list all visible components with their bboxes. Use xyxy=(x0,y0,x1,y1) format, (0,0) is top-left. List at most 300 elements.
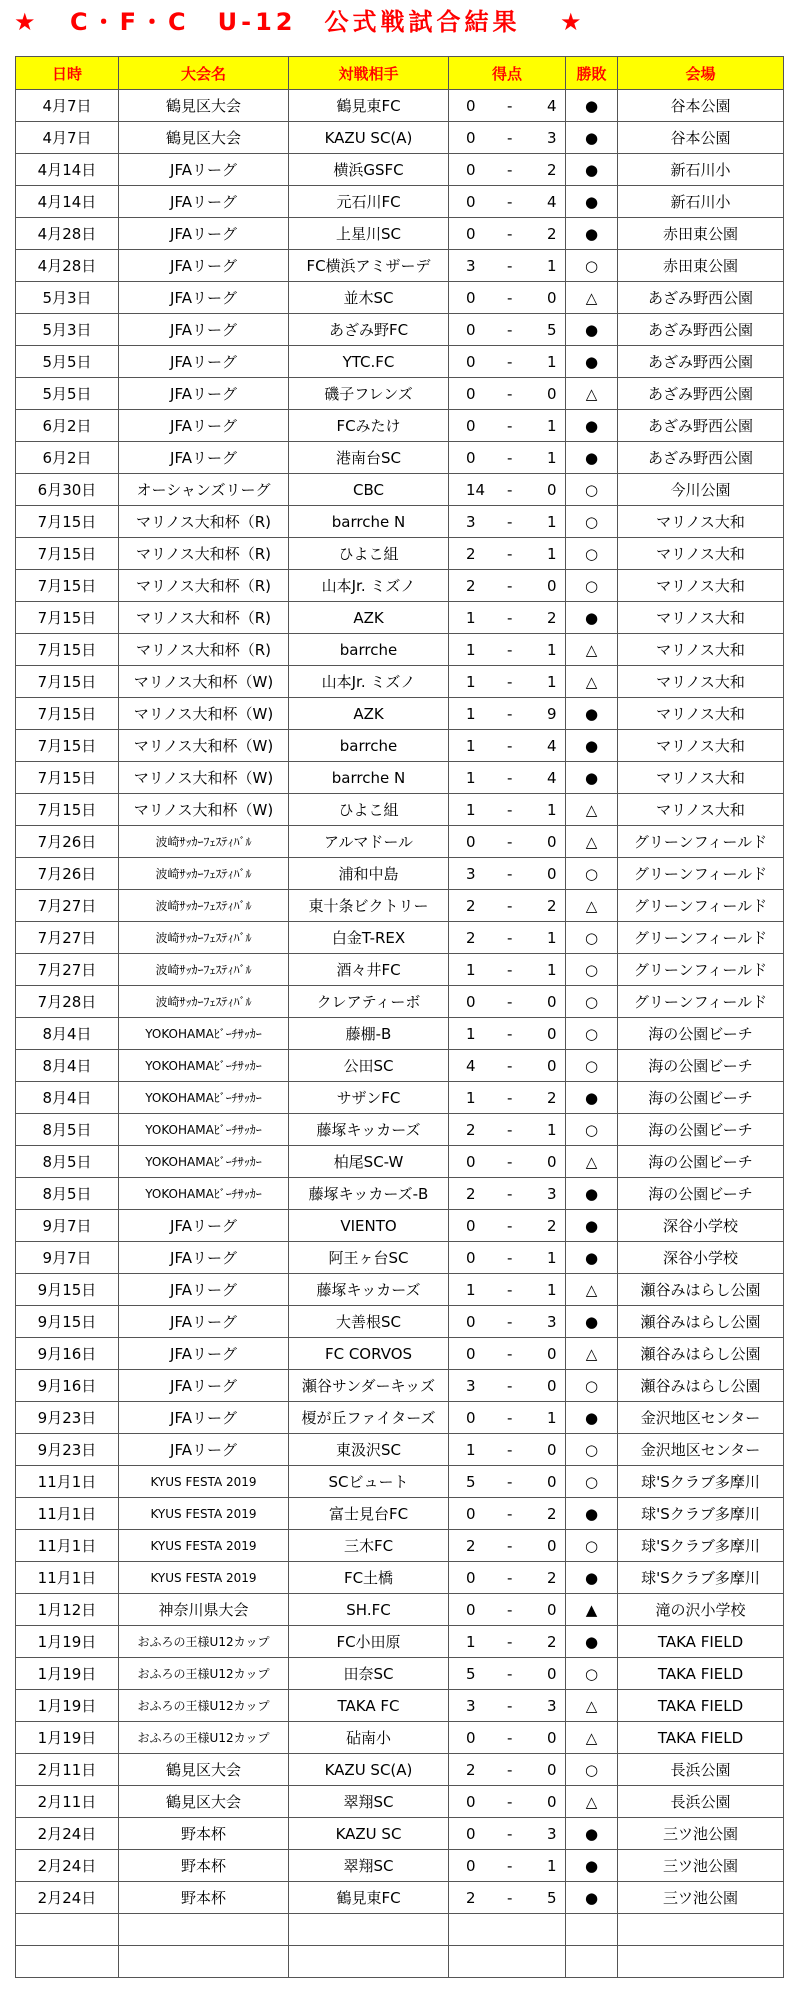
date-cell: 5月5日 xyxy=(16,346,119,378)
venue-cell: 球'Sクラブ多摩川 xyxy=(618,1498,784,1530)
opponent-cell: 翠翔SC xyxy=(289,1850,449,1882)
date-cell: 5月5日 xyxy=(16,378,119,410)
score-cell xyxy=(449,282,566,314)
score-cell xyxy=(449,378,566,410)
away-score: 2 xyxy=(547,1568,557,1587)
away-score: 1 xyxy=(547,352,557,371)
venue-cell: 今川公園 xyxy=(618,474,784,506)
venue-cell: 長浜公園 xyxy=(618,1754,784,1786)
away-score: 0 xyxy=(547,1056,557,1075)
venue-cell: マリノス大和 xyxy=(618,634,784,666)
result-mark: ○ xyxy=(566,506,618,538)
score-dash: - xyxy=(507,1312,513,1331)
result-mark: △ xyxy=(566,1690,618,1722)
venue-cell: グリーンフィールド xyxy=(618,922,784,954)
tournament-cell: 野本杯 xyxy=(119,1850,289,1882)
venue-cell: 新石川小 xyxy=(618,154,784,186)
tournament-cell: JFAリーグ xyxy=(119,314,289,346)
date-cell: 8月4日 xyxy=(16,1050,119,1082)
score-dash: - xyxy=(507,224,513,243)
home-score: 0 xyxy=(466,1312,476,1331)
table-row xyxy=(16,506,784,538)
away-score: 0 xyxy=(547,480,557,499)
opponent-cell: サザンFC xyxy=(289,1082,449,1114)
score-dash: - xyxy=(507,1696,513,1715)
date-cell: 7月15日 xyxy=(16,506,119,538)
table-row xyxy=(16,1338,784,1370)
tournament-cell: マリノス大和杯（R) xyxy=(119,634,289,666)
date-cell: 2月24日 xyxy=(16,1850,119,1882)
away-score: 3 xyxy=(547,1696,557,1715)
date-cell: 2月11日 xyxy=(16,1786,119,1818)
home-score: 1 xyxy=(466,768,476,787)
home-score: 1 xyxy=(466,704,476,723)
table-row xyxy=(16,186,784,218)
result-mark: △ xyxy=(566,826,618,858)
date-cell: 9月23日 xyxy=(16,1434,119,1466)
venue-cell: あざみ野西公園 xyxy=(618,442,784,474)
score-cell xyxy=(449,506,566,538)
venue-cell: 新石川小 xyxy=(618,186,784,218)
score-cell xyxy=(449,634,566,666)
table-row xyxy=(16,346,784,378)
date-cell: 11月1日 xyxy=(16,1530,119,1562)
score-cell xyxy=(449,1498,566,1530)
home-score: 2 xyxy=(466,1760,476,1779)
venue-cell: 球'Sクラブ多摩川 xyxy=(618,1562,784,1594)
home-score: 3 xyxy=(466,1696,476,1715)
tournament-cell: YOKOHAMAﾋﾞｰﾁｻｯｶｰ xyxy=(119,1114,289,1146)
tournament-cell: JFAリーグ xyxy=(119,1338,289,1370)
home-score: 0 xyxy=(466,448,476,467)
opponent-cell: 酒々井FC xyxy=(289,954,449,986)
score-cell xyxy=(449,1754,566,1786)
date-cell: 4月28日 xyxy=(16,218,119,250)
score-dash: - xyxy=(507,1056,513,1075)
opponent-cell: 山本Jr. ミズノ xyxy=(289,570,449,602)
away-score: 1 xyxy=(547,1856,557,1875)
venue-cell: 海の公園ビーチ xyxy=(618,1114,784,1146)
table-row xyxy=(16,1850,784,1882)
home-score: 2 xyxy=(466,928,476,947)
date-cell: 4月7日 xyxy=(16,90,119,122)
table-row xyxy=(16,122,784,154)
result-mark: ● xyxy=(566,90,618,122)
opponent-cell: 田奈SC xyxy=(289,1658,449,1690)
table-row xyxy=(16,1178,784,1210)
opponent-cell: 富士見台FC xyxy=(289,1498,449,1530)
venue-cell: 三ツ池公園 xyxy=(618,1818,784,1850)
venue-cell: あざみ野西公園 xyxy=(618,282,784,314)
score-dash: - xyxy=(507,896,513,915)
opponent-cell: ひよこ組 xyxy=(289,794,449,826)
table-row xyxy=(16,1754,784,1786)
tournament-cell: JFAリーグ xyxy=(119,410,289,442)
away-score: 0 xyxy=(547,1792,557,1811)
home-score: 1 xyxy=(466,1280,476,1299)
score-cell xyxy=(449,1402,566,1434)
score-dash: - xyxy=(507,288,513,307)
table-row xyxy=(16,1306,784,1338)
result-mark: ● xyxy=(566,698,618,730)
venue-cell: マリノス大和 xyxy=(618,602,784,634)
score-dash: - xyxy=(507,1888,513,1907)
score-dash: - xyxy=(507,928,513,947)
date-cell: 4月14日 xyxy=(16,186,119,218)
score-dash: - xyxy=(507,1184,513,1203)
score-dash: - xyxy=(507,1408,513,1427)
venue-cell: TAKA FIELD xyxy=(618,1658,784,1690)
away-score: 1 xyxy=(547,1280,557,1299)
tournament-cell: マリノス大和杯（W) xyxy=(119,794,289,826)
away-score: 0 xyxy=(547,1728,557,1747)
score-cell xyxy=(449,1210,566,1242)
away-score: 0 xyxy=(547,864,557,883)
result-mark: ○ xyxy=(566,1114,618,1146)
opponent-cell: 瀬谷サンダーキッズ xyxy=(289,1370,449,1402)
score-dash: - xyxy=(507,736,513,755)
empty-cell xyxy=(618,1914,784,1946)
header-opponent: 対戦相手 xyxy=(289,57,449,90)
away-score: 2 xyxy=(547,224,557,243)
date-cell: 7月15日 xyxy=(16,794,119,826)
result-mark: ○ xyxy=(566,538,618,570)
away-score: 0 xyxy=(547,1344,557,1363)
tournament-cell: 波崎ｻｯｶｰﾌｪｽﾃｨﾊﾞﾙ xyxy=(119,890,289,922)
result-mark: △ xyxy=(566,634,618,666)
score-cell xyxy=(449,1722,566,1754)
tournament-cell: JFAリーグ xyxy=(119,154,289,186)
date-cell: 1月19日 xyxy=(16,1658,119,1690)
score-dash: - xyxy=(507,1600,513,1619)
venue-cell: あざみ野西公園 xyxy=(618,378,784,410)
date-cell: 7月27日 xyxy=(16,922,119,954)
date-cell: 4月7日 xyxy=(16,122,119,154)
venue-cell: 瀬谷みはらし公園 xyxy=(618,1338,784,1370)
score-dash: - xyxy=(507,320,513,339)
score-cell xyxy=(449,410,566,442)
home-score: 0 xyxy=(466,1568,476,1587)
away-score: 0 xyxy=(547,1664,557,1683)
result-mark: ○ xyxy=(566,1434,618,1466)
date-cell: 7月15日 xyxy=(16,634,119,666)
home-score: 0 xyxy=(466,1408,476,1427)
score-cell xyxy=(449,122,566,154)
tournament-cell: JFAリーグ xyxy=(119,1434,289,1466)
date-cell: 9月7日 xyxy=(16,1242,119,1274)
tournament-cell: YOKOHAMAﾋﾞｰﾁｻｯｶｰ xyxy=(119,1146,289,1178)
date-cell: 11月1日 xyxy=(16,1498,119,1530)
date-cell: 9月16日 xyxy=(16,1370,119,1402)
home-score: 1 xyxy=(466,640,476,659)
venue-cell: 海の公園ビーチ xyxy=(618,1178,784,1210)
table-row xyxy=(16,922,784,954)
score-dash: - xyxy=(507,608,513,627)
venue-cell: マリノス大和 xyxy=(618,570,784,602)
opponent-cell: 鶴見東FC xyxy=(289,90,449,122)
venue-cell: マリノス大和 xyxy=(618,506,784,538)
date-cell: 8月4日 xyxy=(16,1082,119,1114)
venue-cell: グリーンフィールド xyxy=(618,954,784,986)
score-cell xyxy=(449,826,566,858)
home-score: 1 xyxy=(466,1024,476,1043)
venue-cell: 瀬谷みはらし公園 xyxy=(618,1306,784,1338)
table-row xyxy=(16,314,784,346)
opponent-cell: FC CORVOS xyxy=(289,1338,449,1370)
date-cell: 9月15日 xyxy=(16,1306,119,1338)
tournament-cell: JFAリーグ xyxy=(119,218,289,250)
home-score: 0 xyxy=(466,1504,476,1523)
away-score: 5 xyxy=(547,1888,557,1907)
score-dash: - xyxy=(507,1248,513,1267)
tournament-cell: 波崎ｻｯｶｰﾌｪｽﾃｨﾊﾞﾙ xyxy=(119,922,289,954)
date-cell: 1月19日 xyxy=(16,1690,119,1722)
date-cell: 11月1日 xyxy=(16,1562,119,1594)
tournament-cell: JFAリーグ xyxy=(119,1242,289,1274)
away-score: 2 xyxy=(547,896,557,915)
score-cell xyxy=(449,570,566,602)
home-score: 0 xyxy=(466,288,476,307)
score-cell xyxy=(449,90,566,122)
venue-cell: 球'Sクラブ多摩川 xyxy=(618,1530,784,1562)
result-mark: ○ xyxy=(566,1370,618,1402)
score-dash: - xyxy=(507,384,513,403)
venue-cell: 谷本公園 xyxy=(618,122,784,154)
score-cell xyxy=(449,1626,566,1658)
score-dash: - xyxy=(507,480,513,499)
opponent-cell: 砧南小 xyxy=(289,1722,449,1754)
date-cell: 9月7日 xyxy=(16,1210,119,1242)
result-mark: △ xyxy=(566,1786,618,1818)
table-row xyxy=(16,250,784,282)
result-mark: ● xyxy=(566,1178,618,1210)
tournament-cell: マリノス大和杯（W) xyxy=(119,698,289,730)
venue-cell: 瀬谷みはらし公園 xyxy=(618,1274,784,1306)
tournament-cell: YOKOHAMAﾋﾞｰﾁｻｯｶｰ xyxy=(119,1178,289,1210)
away-score: 0 xyxy=(547,1376,557,1395)
header-venue: 会場 xyxy=(618,57,784,90)
home-score: 5 xyxy=(466,1472,476,1491)
score-dash: - xyxy=(507,448,513,467)
empty-cell xyxy=(566,1914,618,1946)
result-mark: △ xyxy=(566,666,618,698)
date-cell: 8月5日 xyxy=(16,1114,119,1146)
date-cell: 1月19日 xyxy=(16,1626,119,1658)
home-score: 1 xyxy=(466,960,476,979)
score-cell xyxy=(449,986,566,1018)
venue-cell: マリノス大和 xyxy=(618,730,784,762)
date-cell: 1月12日 xyxy=(16,1594,119,1626)
home-score: 0 xyxy=(466,416,476,435)
result-mark: ○ xyxy=(566,474,618,506)
home-score: 0 xyxy=(466,992,476,1011)
table-row xyxy=(16,1786,784,1818)
opponent-cell: アルマドール xyxy=(289,826,449,858)
home-score: 2 xyxy=(466,1888,476,1907)
table-row xyxy=(16,858,784,890)
table-row xyxy=(16,698,784,730)
empty-cell xyxy=(618,1946,784,1978)
opponent-cell: AZK xyxy=(289,698,449,730)
result-mark: ● xyxy=(566,154,618,186)
table-row xyxy=(16,1370,784,1402)
table-row xyxy=(16,1562,784,1594)
home-score: 3 xyxy=(466,256,476,275)
table-row xyxy=(16,282,784,314)
venue-cell: 海の公園ビーチ xyxy=(618,1050,784,1082)
page-title xyxy=(0,0,795,44)
home-score: 0 xyxy=(466,1792,476,1811)
opponent-cell: 柏尾SC-W xyxy=(289,1146,449,1178)
venue-cell: マリノス大和 xyxy=(618,666,784,698)
table-row xyxy=(16,1658,784,1690)
table-row xyxy=(16,1530,784,1562)
opponent-cell: 鶴見東FC xyxy=(289,1882,449,1914)
date-cell: 1月19日 xyxy=(16,1722,119,1754)
table-row xyxy=(16,730,784,762)
empty-cell xyxy=(289,1914,449,1946)
away-score: 1 xyxy=(547,672,557,691)
score-dash: - xyxy=(507,1664,513,1683)
away-score: 4 xyxy=(547,96,557,115)
table-row xyxy=(16,1050,784,1082)
result-mark: ○ xyxy=(566,1658,618,1690)
away-score: 0 xyxy=(547,1600,557,1619)
opponent-cell: barrche N xyxy=(289,506,449,538)
table-row xyxy=(16,1018,784,1050)
score-dash: - xyxy=(507,1216,513,1235)
opponent-cell: FC横浜アミザーデ xyxy=(289,250,449,282)
home-score: 0 xyxy=(466,1216,476,1235)
away-score: 2 xyxy=(547,1632,557,1651)
home-score: 2 xyxy=(466,1184,476,1203)
opponent-cell: VIENTO xyxy=(289,1210,449,1242)
result-mark: △ xyxy=(566,378,618,410)
score-cell xyxy=(449,666,566,698)
away-score: 1 xyxy=(547,928,557,947)
tournament-cell: JFAリーグ xyxy=(119,1306,289,1338)
home-score: 0 xyxy=(466,1248,476,1267)
opponent-cell: TAKA FC xyxy=(289,1690,449,1722)
result-mark: ● xyxy=(566,1306,618,1338)
score-cell xyxy=(449,1690,566,1722)
date-cell: 6月30日 xyxy=(16,474,119,506)
opponent-cell: 並木SC xyxy=(289,282,449,314)
date-cell: 7月26日 xyxy=(16,826,119,858)
result-mark: ● xyxy=(566,1082,618,1114)
table-row xyxy=(16,1690,784,1722)
date-cell: 2月24日 xyxy=(16,1882,119,1914)
result-mark: ● xyxy=(566,730,618,762)
result-mark: ○ xyxy=(566,1754,618,1786)
tournament-cell: JFAリーグ xyxy=(119,1370,289,1402)
tournament-cell: マリノス大和杯（W) xyxy=(119,666,289,698)
score-dash: - xyxy=(507,1472,513,1491)
opponent-cell: FC土橋 xyxy=(289,1562,449,1594)
venue-cell: マリノス大和 xyxy=(618,538,784,570)
away-score: 4 xyxy=(547,192,557,211)
table-row xyxy=(16,1466,784,1498)
date-cell: 4月14日 xyxy=(16,154,119,186)
score-cell xyxy=(449,794,566,826)
result-mark: ● xyxy=(566,122,618,154)
date-cell: 7月15日 xyxy=(16,730,119,762)
table-row xyxy=(16,1274,784,1306)
score-dash: - xyxy=(507,1504,513,1523)
venue-cell: マリノス大和 xyxy=(618,762,784,794)
tournament-cell: 鶴見区大会 xyxy=(119,1786,289,1818)
score-dash: - xyxy=(507,192,513,211)
score-cell xyxy=(449,602,566,634)
opponent-cell: 藤塚キッカーズ-B xyxy=(289,1178,449,1210)
opponent-cell: 三木FC xyxy=(289,1530,449,1562)
score-cell xyxy=(449,346,566,378)
away-score: 0 xyxy=(547,992,557,1011)
tournament-cell: JFAリーグ xyxy=(119,186,289,218)
away-score: 3 xyxy=(547,1824,557,1843)
result-mark: △ xyxy=(566,890,618,922)
table-row xyxy=(16,1594,784,1626)
away-score: 1 xyxy=(547,256,557,275)
opponent-cell: FC小田原 xyxy=(289,1626,449,1658)
date-cell: 8月5日 xyxy=(16,1146,119,1178)
home-score: 4 xyxy=(466,1056,476,1075)
away-score: 3 xyxy=(547,128,557,147)
table-row xyxy=(16,890,784,922)
score-dash: - xyxy=(507,1632,513,1651)
score-cell xyxy=(449,922,566,954)
score-dash: - xyxy=(507,1760,513,1779)
result-mark: △ xyxy=(566,1274,618,1306)
score-cell xyxy=(449,154,566,186)
result-mark: ● xyxy=(566,1210,618,1242)
venue-cell: 海の公園ビーチ xyxy=(618,1146,784,1178)
table-row xyxy=(16,954,784,986)
away-score: 4 xyxy=(547,768,557,787)
table-row xyxy=(16,1210,784,1242)
opponent-cell: 港南台SC xyxy=(289,442,449,474)
score-cell xyxy=(449,1850,566,1882)
date-cell: 2月24日 xyxy=(16,1818,119,1850)
tournament-cell: マリノス大和杯（R) xyxy=(119,602,289,634)
tournament-cell: 野本杯 xyxy=(119,1882,289,1914)
home-score: 14 xyxy=(466,480,486,499)
result-mark: ● xyxy=(566,442,618,474)
away-score: 0 xyxy=(547,576,557,595)
score-cell xyxy=(449,890,566,922)
home-score: 0 xyxy=(466,192,476,211)
table-row xyxy=(16,1114,784,1146)
empty-row xyxy=(16,1946,784,1978)
opponent-cell: barrche N xyxy=(289,762,449,794)
table-row xyxy=(16,634,784,666)
score-cell xyxy=(449,698,566,730)
score-cell xyxy=(449,218,566,250)
home-score: 0 xyxy=(466,320,476,339)
home-score: 3 xyxy=(466,512,476,531)
opponent-cell: CBC xyxy=(289,474,449,506)
result-mark: ● xyxy=(566,410,618,442)
tournament-cell: 鶴見区大会 xyxy=(119,122,289,154)
away-score: 1 xyxy=(547,800,557,819)
away-score: 2 xyxy=(547,1216,557,1235)
home-score: 0 xyxy=(466,1152,476,1171)
away-score: 0 xyxy=(547,1472,557,1491)
result-mark: ○ xyxy=(566,858,618,890)
score-cell xyxy=(449,1658,566,1690)
venue-cell: あざみ野西公園 xyxy=(618,346,784,378)
result-mark: △ xyxy=(566,282,618,314)
